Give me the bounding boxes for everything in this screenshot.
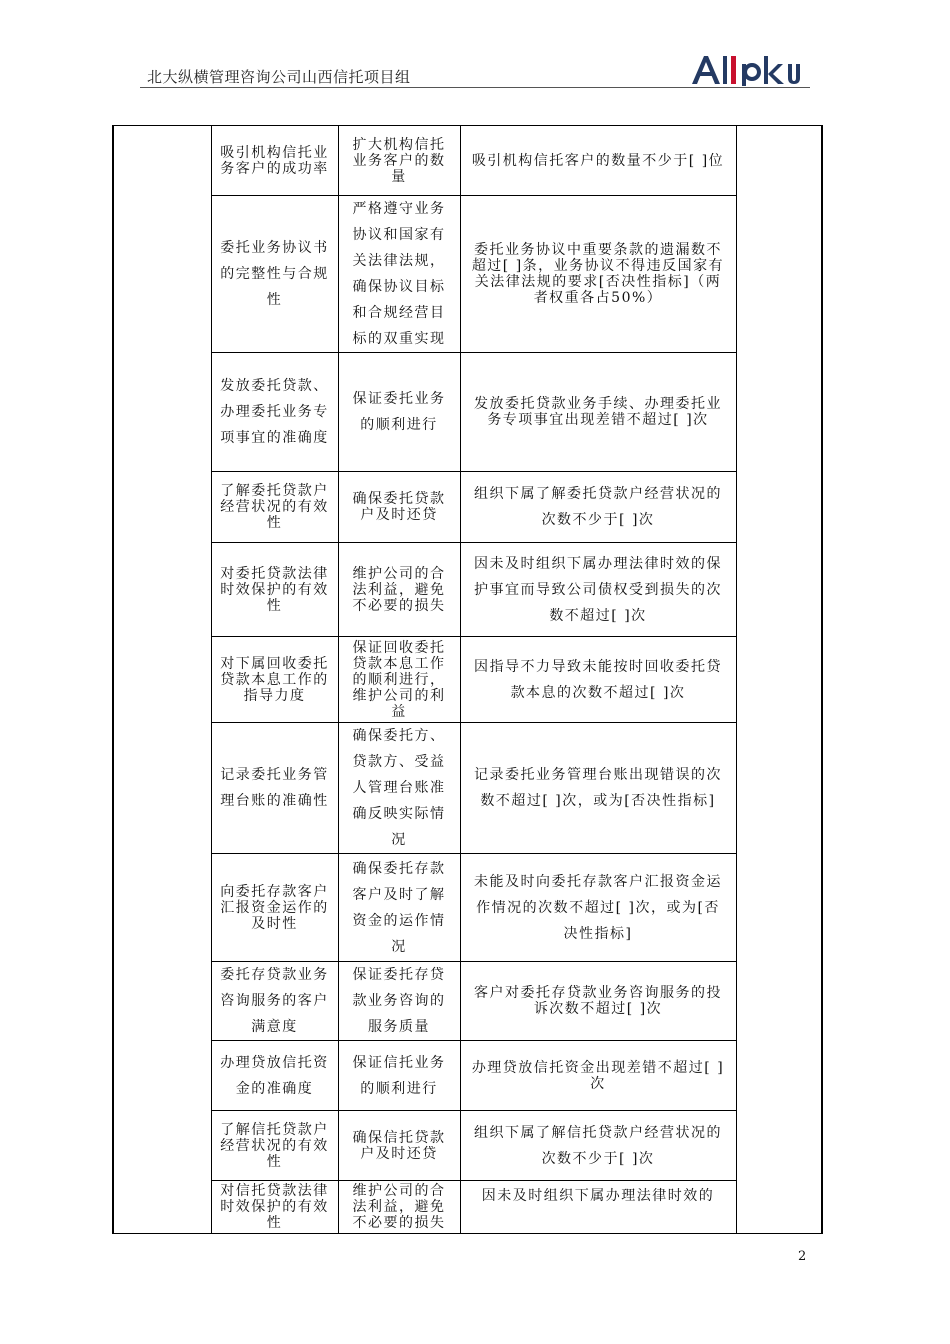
kpi-table [112, 125, 823, 1234]
kpi-item: 对信托贷款法律时效保护的有效性 [211, 1181, 338, 1234]
kpi-item: 向委托存款客户汇报资金运作的及时性 [211, 854, 338, 962]
blank-cell [113, 723, 211, 854]
table-row [113, 472, 822, 543]
table-row [113, 1181, 822, 1234]
blank-cell [736, 1111, 822, 1181]
kpi-item: 记录委托业务管理台账的准确性 [211, 723, 338, 854]
kpi-standard: 组织下属了解信托贷款户经营状况的次数不少于[ ]次 [460, 1111, 736, 1181]
kpi-standard: 组织下属了解委托贷款户经营状况的次数不少于[ ]次 [460, 472, 736, 543]
table-row [113, 126, 822, 196]
kpi-goal: 保证委托业务的顺利进行 [338, 353, 460, 472]
kpi-goal: 确保信托贷款户及时还贷 [338, 1111, 460, 1181]
kpi-standard: 因未及时组织下属办理法律时效的 [460, 1181, 736, 1234]
kpi-item: 了解委托贷款户经营状况的有效性 [211, 472, 338, 543]
table-row [113, 1111, 822, 1181]
kpi-item: 对委托贷款法律时效保护的有效性 [211, 543, 338, 637]
kpi-goal: 维护公司的合法利益，避免不必要的损失 [338, 1181, 460, 1234]
blank-cell [113, 353, 211, 472]
kpi-item: 办理贷放信托资金的准确度 [211, 1041, 338, 1111]
blank-cell [113, 472, 211, 543]
table-row [113, 962, 822, 1041]
blank-cell [736, 543, 822, 637]
kpi-item: 吸引机构信托业务客户的成功率 [211, 126, 338, 196]
blank-cell [113, 196, 211, 353]
kpi-standard: 吸引机构信托客户的数量不少于[ ]位 [460, 126, 736, 196]
blank-cell [736, 637, 822, 723]
kpi-goal: 确保委托存款客户及时了解资金的运作情况 [338, 854, 460, 962]
kpi-standard: 记录委托业务管理台账出现错误的次数不超过[ ]次，或为[否决性指标] [460, 723, 736, 854]
header-title: 北大纵横管理咨询公司山西信托项目组 [147, 68, 411, 86]
table-row [113, 854, 822, 962]
kpi-goal: 维护公司的合法利益，避免不必要的损失 [338, 543, 460, 637]
kpi-standard: 发放委托贷款业务手续、办理委托业务专项事宜出现差错不超过[ ]次 [460, 353, 736, 472]
blank-cell [113, 1041, 211, 1111]
allpku-logo [690, 52, 808, 86]
blank-cell [113, 1181, 211, 1234]
kpi-standard: 客户对委托存贷款业务咨询服务的投诉次数不超过[ ]次 [460, 962, 736, 1041]
blank-cell [113, 1111, 211, 1181]
blank-cell [113, 962, 211, 1041]
kpi-goal: 保证信托业务的顺利进行 [338, 1041, 460, 1111]
kpi-standard: 因未及时组织下属办理法律时效的保护事宜而导致公司债权受到损失的次数不超过[ ]次 [460, 543, 736, 637]
blank-cell [736, 854, 822, 962]
kpi-goal: 严格遵守业务协议和国家有关法律法规，确保协议目标和合规经营目标的双重实现 [338, 196, 460, 353]
table-row [113, 196, 822, 353]
blank-cell [736, 472, 822, 543]
table-row [113, 543, 822, 637]
blank-cell [113, 637, 211, 723]
kpi-standard: 未能及时向委托存款客户汇报资金运作情况的次数不超过[ ]次，或为[否决性指标] [460, 854, 736, 962]
table-row [113, 637, 822, 723]
kpi-item: 了解信托贷款户经营状况的有效性 [211, 1111, 338, 1181]
kpi-item: 委托存贷款业务咨询服务的客户满意度 [211, 962, 338, 1041]
blank-cell [736, 723, 822, 854]
kpi-goal: 扩大机构信托业务客户的数量 [338, 126, 460, 196]
blank-cell [736, 1181, 822, 1234]
kpi-standard: 委托业务协议中重要条款的遗漏数不超过[ ]条，业务协议不得违反国家有关法律法规的要求[否决性指标]（两者权重各占50%） [460, 196, 736, 353]
blank-cell [113, 126, 211, 196]
blank-cell [113, 543, 211, 637]
kpi-goal: 保证回收委托贷款本息工作的顺利进行，维护公司的利益 [338, 637, 460, 723]
table-row [113, 353, 822, 472]
table-row [113, 1041, 822, 1111]
kpi-item: 发放委托贷款、办理委托业务专项事宜的准确度 [211, 353, 338, 472]
kpi-standard: 办理贷放信托资金出现差错不超过[ ]次 [460, 1041, 736, 1111]
kpi-goal: 确保委托贷款户及时还贷 [338, 472, 460, 543]
header-rule [140, 87, 810, 88]
kpi-standard: 因指导不力导致未能按时回收委托贷款本息的次数不超过[ ]次 [460, 637, 736, 723]
table-row [113, 723, 822, 854]
blank-cell [736, 196, 822, 353]
kpi-goal: 确保委托方、贷款方、受益人管理台账准确反映实际情况 [338, 723, 460, 854]
kpi-goal: 保证委托存贷款业务咨询的服务质量 [338, 962, 460, 1041]
blank-cell [736, 1041, 822, 1111]
kpi-item: 委托业务协议书的完整性与合规性 [211, 196, 338, 353]
blank-cell [736, 126, 822, 196]
kpi-item: 对下属回收委托贷款本息工作的指导力度 [211, 637, 338, 723]
blank-cell [113, 854, 211, 962]
blank-cell [736, 962, 822, 1041]
page-number: 2 [798, 1249, 807, 1264]
blank-cell [736, 353, 822, 472]
